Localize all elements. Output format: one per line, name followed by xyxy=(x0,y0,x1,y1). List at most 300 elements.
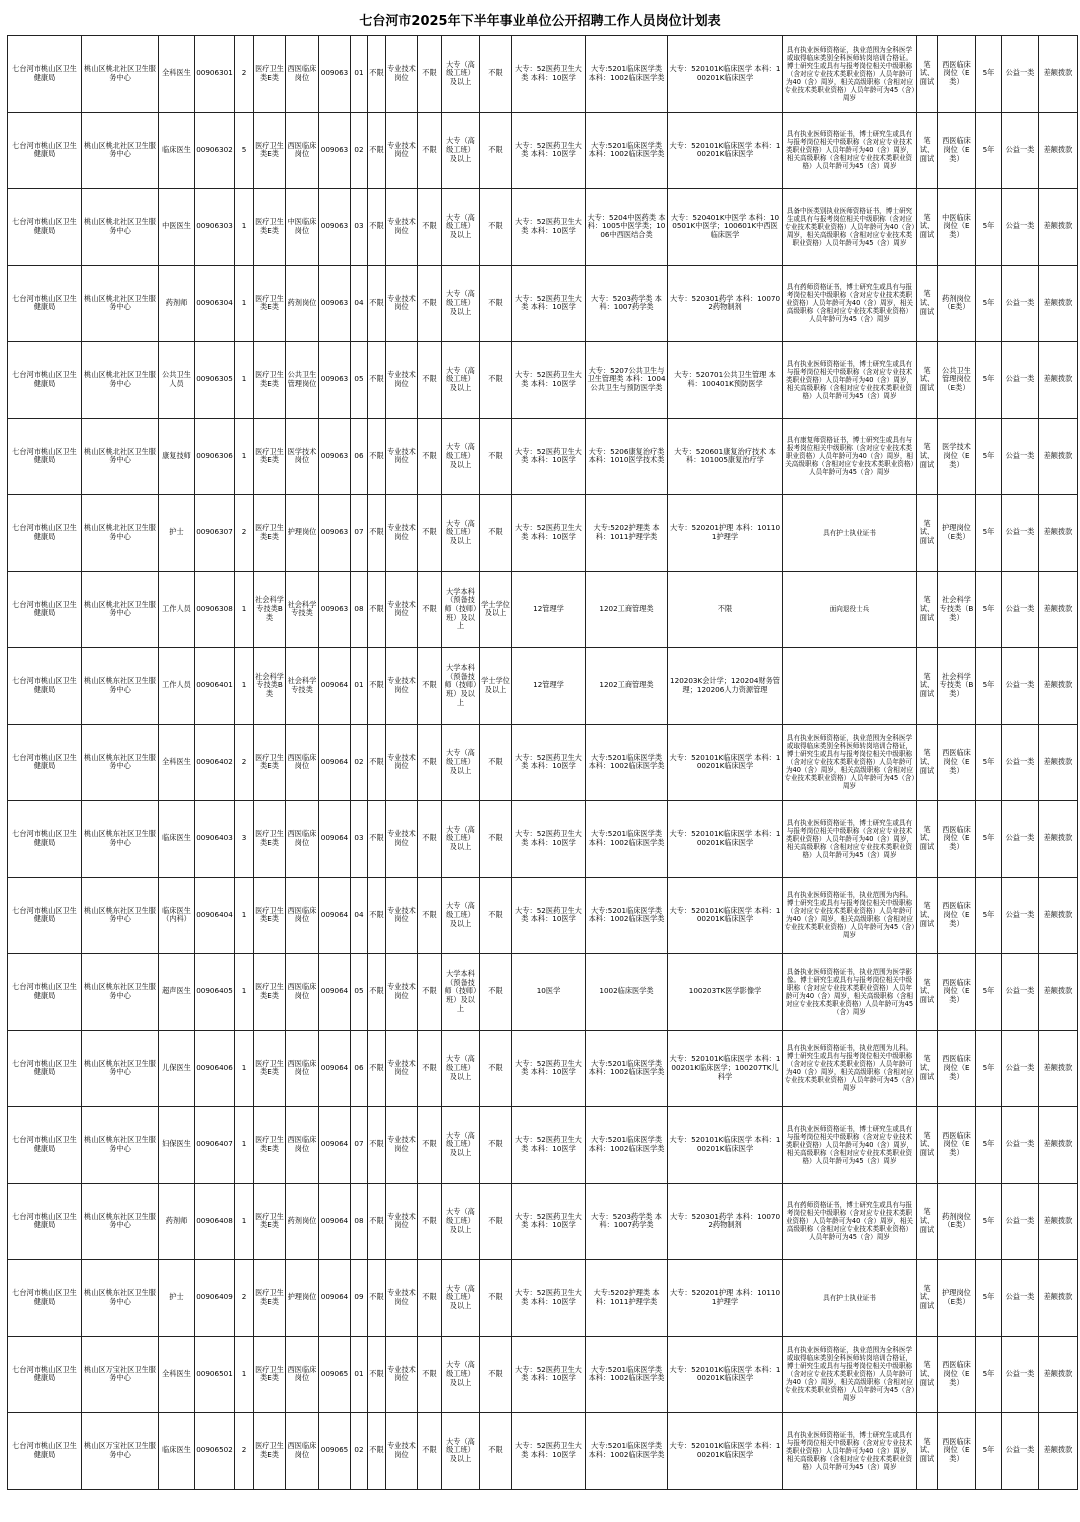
position-code-cell: 00906305 xyxy=(195,342,235,419)
exam-category-cell: 医学技术岗位（E类） xyxy=(938,418,976,495)
category-cell: 医疗卫生类E类 xyxy=(254,112,286,189)
major-cell: 大专：520701公共卫生管理 本科：100401K预防医学 xyxy=(668,342,783,419)
unit-type-cell: 公益一类 xyxy=(1002,1183,1039,1260)
major-category-cell: 大专：52医药卫生大类 本科：10医学 xyxy=(512,495,586,572)
requirement-cell: 具有执业医师资格证书，博士研究生或具有与报考岗位相关中级职称（含对应专业技术类职业资格）人员年龄可为40（含）周岁，相关高级职称（含相对应专业技术类职业资格）人员年龄可为45（含）周岁 xyxy=(783,1107,917,1184)
table-row xyxy=(8,954,1078,1031)
position-type-cell: 西医临床岗位 xyxy=(286,954,319,1031)
education-cell: 大专（高级工班）及以上 xyxy=(442,112,480,189)
exam-method-cell: 笔试、面试 xyxy=(917,265,938,342)
post-level-cell: 专业技术岗位 xyxy=(386,877,418,954)
seq-cell: 02 xyxy=(351,1413,368,1490)
education-cell: 大专（高级工班）及以上 xyxy=(442,1336,480,1413)
major-category-cell: 12管理学 xyxy=(512,571,586,648)
exam-method-cell: 笔试、面试 xyxy=(917,1030,938,1107)
category-cell: 医疗卫生类E类 xyxy=(254,495,286,572)
unit-type-cell: 公益一类 xyxy=(1002,954,1039,1031)
requirement-cell: 具有执业医师资格证，执业范围为全科医学或取得临床类别全科医师转岗培训合格证，博士研究生或具有与报考岗位相关中级职称（含对应专业技术类职业资格）人员年龄可为40（含）周岁，相关高级职称（含相对应专业技术类职业资格）人员年龄可为45（含）周岁 xyxy=(783,1336,917,1413)
position-type-cell: 西医临床岗位 xyxy=(286,1107,319,1184)
unit-type-cell: 公益一类 xyxy=(1002,648,1039,725)
service-years-cell: 5年 xyxy=(976,495,1002,572)
ethnicity-cell: 不限 xyxy=(418,1336,442,1413)
service-years-cell: 5年 xyxy=(976,1107,1002,1184)
count-cell: 1 xyxy=(235,877,254,954)
position-type-cell: 西医临床岗位 xyxy=(286,724,319,801)
post-level-cell: 专业技术岗位 xyxy=(386,1260,418,1337)
position-type-cell: 西医临床岗位 xyxy=(286,1336,319,1413)
unit-code-cell: 009064 xyxy=(319,648,351,725)
unit-type-cell: 公益一类 xyxy=(1002,801,1039,878)
exam-method-cell: 笔试、面试 xyxy=(917,36,938,113)
post-level-cell: 专业技术岗位 xyxy=(386,189,418,266)
position-code-cell: 00906502 xyxy=(195,1413,235,1490)
exam-method-cell: 笔试、面试 xyxy=(917,1107,938,1184)
gender-cell: 不限 xyxy=(368,724,386,801)
requirement-cell: 面向退役士兵 xyxy=(783,571,917,648)
service-years-cell: 5年 xyxy=(976,1413,1002,1490)
position-name-cell: 全科医生 xyxy=(159,724,195,801)
dept-cell: 七台河市桃山区卫生健康局 xyxy=(8,571,82,648)
position-type-cell: 西医临床岗位 xyxy=(286,801,319,878)
service-years-cell: 5年 xyxy=(976,189,1002,266)
dept-cell: 七台河市桃山区卫生健康局 xyxy=(8,1260,82,1337)
post-level-cell: 专业技术岗位 xyxy=(386,954,418,1031)
education-cell: 大专（高级工班）及以上 xyxy=(442,801,480,878)
requirement-cell: 具有护士执业证书 xyxy=(783,1260,917,1337)
unit-cell: 桃山区桃北社区卫生服务中心 xyxy=(82,112,159,189)
requirement-cell: 具有执业医师资格证，执业范围为全科医学或取得临床类别全科医师转岗培训合格证，博士研究生或具有与报考岗位相关中级职称（含对应专业技术类职业资格）人员年龄可为40（含）周岁，相关高级职称（含相对应专业技术类职业资格）人员年龄可为45（含）周岁 xyxy=(783,724,917,801)
post-level-cell: 专业技术岗位 xyxy=(386,418,418,495)
seq-cell: 03 xyxy=(351,801,368,878)
exam-method-cell: 笔试、面试 xyxy=(917,954,938,1031)
unit-cell: 桃山区万宝社区卫生服务中心 xyxy=(82,1413,159,1490)
gender-cell: 不限 xyxy=(368,36,386,113)
recruitment-table xyxy=(7,35,1078,1490)
unit-cell: 桃山区桃东社区卫生服务中心 xyxy=(82,1107,159,1184)
unit-code-cell: 009064 xyxy=(319,1030,351,1107)
gender-cell: 不限 xyxy=(368,1336,386,1413)
dept-cell: 七台河市桃山区卫生健康局 xyxy=(8,495,82,572)
exam-method-cell: 笔试、面试 xyxy=(917,1183,938,1260)
exam-category-cell: 西医临床岗位（E类） xyxy=(938,1336,976,1413)
post-level-cell: 专业技术岗位 xyxy=(386,648,418,725)
major-class-cell: 大专:5201临床医学类 本科：1002临床医学类 xyxy=(586,877,668,954)
dept-cell: 七台河市桃山区卫生健康局 xyxy=(8,648,82,725)
degree-cell: 不限 xyxy=(480,954,512,1031)
post-level-cell: 专业技术岗位 xyxy=(386,265,418,342)
seq-cell: 02 xyxy=(351,112,368,189)
post-level-cell: 专业技术岗位 xyxy=(386,1336,418,1413)
funding-cell: 差额拨款 xyxy=(1039,265,1078,342)
unit-type-cell: 公益一类 xyxy=(1002,112,1039,189)
education-cell: 大专（高级工班）及以上 xyxy=(442,1413,480,1490)
count-cell: 3 xyxy=(235,801,254,878)
unit-cell: 桃山区桃东社区卫生服务中心 xyxy=(82,954,159,1031)
position-name-cell: 全科医生 xyxy=(159,36,195,113)
major-category-cell: 大专：52医药卫生大类 本科：10医学 xyxy=(512,1030,586,1107)
ethnicity-cell: 不限 xyxy=(418,265,442,342)
major-category-cell: 大专：52医药卫生大类 本科：10医学 xyxy=(512,418,586,495)
table-row xyxy=(8,1260,1078,1337)
degree-cell: 不限 xyxy=(480,1030,512,1107)
dept-cell: 七台河市桃山区卫生健康局 xyxy=(8,1030,82,1107)
major-category-cell: 12管理学 xyxy=(512,648,586,725)
category-cell: 医疗卫生类E类 xyxy=(254,1336,286,1413)
unit-type-cell: 公益一类 xyxy=(1002,571,1039,648)
position-code-cell: 00906303 xyxy=(195,189,235,266)
position-type-cell: 药剂岗位 xyxy=(286,265,319,342)
table-row xyxy=(8,724,1078,801)
degree-cell: 不限 xyxy=(480,1260,512,1337)
requirement-cell: 具有执业医师资格证书，执业范围为内科。博士研究生或具有与报考岗位相关中级职称（含对应专业技术类职业资格）人员年龄可为40（含）周岁，相关高级职称（含相对应专业技术类职业资格）人员年龄可为45（含）周岁 xyxy=(783,877,917,954)
position-name-cell: 药剂师 xyxy=(159,265,195,342)
ethnicity-cell: 不限 xyxy=(418,1260,442,1337)
major-cell: 大专：520201护理 本科：101101护理学 xyxy=(668,1260,783,1337)
position-code-cell: 00906301 xyxy=(195,36,235,113)
unit-code-cell: 009063 xyxy=(319,112,351,189)
count-cell: 1 xyxy=(235,1336,254,1413)
funding-cell: 差额拨款 xyxy=(1039,648,1078,725)
post-level-cell: 专业技术岗位 xyxy=(386,724,418,801)
category-cell: 医疗卫生类E类 xyxy=(254,724,286,801)
education-cell: 大专（高级工班）及以上 xyxy=(442,1107,480,1184)
unit-type-cell: 公益一类 xyxy=(1002,418,1039,495)
major-category-cell: 大专：52医药卫生大类 本科：10医学 xyxy=(512,112,586,189)
table-row xyxy=(8,342,1078,419)
count-cell: 2 xyxy=(235,495,254,572)
funding-cell: 差额拨款 xyxy=(1039,1183,1078,1260)
major-class-cell: 大专:5201临床医学类 本科：1002临床医学类 xyxy=(586,1413,668,1490)
unit-code-cell: 009065 xyxy=(319,1336,351,1413)
requirement-cell: 具有执业医师资格证书，执业范围为儿科。博士研究生或具有与报考岗位相关中级职称（含对应专业技术类职业资格）人员年龄可为40（含）周岁，相关高级职称（含相对应专业技术类职业资格）人员年龄可为45（含）周岁 xyxy=(783,1030,917,1107)
position-name-cell: 中医医生 xyxy=(159,189,195,266)
requirement-cell: 具有药师资格证书，博士研究生或具有与报考岗位相关中级职称（含对应专业技术类职业资格）人员年龄可为40（含）周岁，相关高级职称（含相对应专业技术类职业资格）人员年龄可为45（含）周岁 xyxy=(783,265,917,342)
post-level-cell: 专业技术岗位 xyxy=(386,112,418,189)
exam-method-cell: 笔试、面试 xyxy=(917,342,938,419)
category-cell: 医疗卫生类E类 xyxy=(254,1413,286,1490)
major-class-cell: 1202工商管理类 xyxy=(586,571,668,648)
degree-cell: 不限 xyxy=(480,1413,512,1490)
major-cell: 大专：520101K临床医学 本科：100201K临床医学 xyxy=(668,1336,783,1413)
gender-cell: 不限 xyxy=(368,648,386,725)
category-cell: 医疗卫生类E类 xyxy=(254,342,286,419)
unit-code-cell: 009064 xyxy=(319,801,351,878)
seq-cell: 07 xyxy=(351,1107,368,1184)
position-type-cell: 西医临床岗位 xyxy=(286,36,319,113)
table-row xyxy=(8,112,1078,189)
table-row xyxy=(8,1183,1078,1260)
exam-method-cell: 笔试、面试 xyxy=(917,648,938,725)
category-cell: 医疗卫生类E类 xyxy=(254,1030,286,1107)
dept-cell: 七台河市桃山区卫生健康局 xyxy=(8,1107,82,1184)
position-type-cell: 公共卫生管理岗位 xyxy=(286,342,319,419)
ethnicity-cell: 不限 xyxy=(418,1413,442,1490)
gender-cell: 不限 xyxy=(368,954,386,1031)
exam-method-cell: 笔试、面试 xyxy=(917,801,938,878)
funding-cell: 差额拨款 xyxy=(1039,954,1078,1031)
count-cell: 1 xyxy=(235,1107,254,1184)
education-cell: 大学本科（预备技师（技师）班）及以上 xyxy=(442,954,480,1031)
funding-cell: 差额拨款 xyxy=(1039,1413,1078,1490)
major-class-cell: 大专：5206康复治疗类 本科：1010医学技术类 xyxy=(586,418,668,495)
requirement-cell: 具有药师资格证书，博士研究生或具有与报考岗位相关中级职称（含对应专业技术类职业资格）人员年龄可为40（含）周岁，相关高级职称（含相对应专业技术类职业资格）人员年龄可为45（含）周岁 xyxy=(783,1183,917,1260)
funding-cell: 差额拨款 xyxy=(1039,877,1078,954)
ethnicity-cell: 不限 xyxy=(418,1107,442,1184)
table-row xyxy=(8,495,1078,572)
seq-cell: 03 xyxy=(351,189,368,266)
unit-code-cell: 009064 xyxy=(319,877,351,954)
unit-cell: 桃山区万宝社区卫生服务中心 xyxy=(82,1336,159,1413)
major-class-cell: 大专:5201临床医学类 本科：1002临床医学类 xyxy=(586,801,668,878)
unit-cell: 桃山区桃北社区卫生服务中心 xyxy=(82,571,159,648)
major-class-cell: 大专:5202护理类 本科：1011护理学类 xyxy=(586,495,668,572)
position-name-cell: 儿保医生 xyxy=(159,1030,195,1107)
seq-cell: 09 xyxy=(351,1260,368,1337)
exam-method-cell: 笔试、面试 xyxy=(917,189,938,266)
funding-cell: 差额拨款 xyxy=(1039,1336,1078,1413)
page-title: 七台河市2025年下半年事业单位公开招聘工作人员岗位计划表 xyxy=(359,14,721,29)
unit-type-cell: 公益一类 xyxy=(1002,265,1039,342)
seq-cell: 08 xyxy=(351,1183,368,1260)
exam-method-cell: 笔试、面试 xyxy=(917,1413,938,1490)
requirement-cell: 具有执业医师资格证书，博士研究生或具有与报考岗位相关中级职称（含对应专业技术类职业资格）人员年龄可为40（含）周岁，相关高级职称（含相对应专业技术类职业资格）人员年龄可为45（含）周岁 xyxy=(783,1413,917,1490)
exam-method-cell: 笔试、面试 xyxy=(917,1336,938,1413)
major-cell: 大专：520101K临床医学 本科：100201K临床医学 xyxy=(668,1413,783,1490)
count-cell: 1 xyxy=(235,954,254,1031)
ethnicity-cell: 不限 xyxy=(418,724,442,801)
degree-cell: 不限 xyxy=(480,36,512,113)
education-cell: 大专（高级工班）及以上 xyxy=(442,495,480,572)
major-class-cell: 大专:5201临床医学类 本科：1002临床医学类 xyxy=(586,1336,668,1413)
position-code-cell: 00906304 xyxy=(195,265,235,342)
dept-cell: 七台河市桃山区卫生健康局 xyxy=(8,36,82,113)
exam-category-cell: 西医临床岗位（E类） xyxy=(938,801,976,878)
unit-code-cell: 009064 xyxy=(319,1260,351,1337)
table-row xyxy=(8,36,1078,113)
major-cell: 大专：520601康复治疗技术 本科：101005康复治疗学 xyxy=(668,418,783,495)
unit-code-cell: 009065 xyxy=(319,1413,351,1490)
education-cell: 大专（高级工班）及以上 xyxy=(442,1183,480,1260)
table-row xyxy=(8,1336,1078,1413)
dept-cell: 七台河市桃山区卫生健康局 xyxy=(8,724,82,801)
exam-category-cell: 药剂岗位（E类） xyxy=(938,1183,976,1260)
ethnicity-cell: 不限 xyxy=(418,801,442,878)
unit-cell: 桃山区桃东社区卫生服务中心 xyxy=(82,648,159,725)
unit-cell: 桃山区桃东社区卫生服务中心 xyxy=(82,1183,159,1260)
ethnicity-cell: 不限 xyxy=(418,877,442,954)
service-years-cell: 5年 xyxy=(976,36,1002,113)
requirement-cell: 具备执业医师资格证书，执业范围为医学影像。博士研究生或具有与报考岗位相关中级职称（含对应专业技术类职业资格）人员年龄可为40（含）周岁，相关高级职称（含相对应专业技术类职业资格）人员年龄可为45（含）周岁 xyxy=(783,954,917,1031)
exam-category-cell: 药剂岗位（E类） xyxy=(938,265,976,342)
post-level-cell: 专业技术岗位 xyxy=(386,36,418,113)
funding-cell: 差额拨款 xyxy=(1039,495,1078,572)
service-years-cell: 5年 xyxy=(976,1183,1002,1260)
degree-cell: 不限 xyxy=(480,877,512,954)
unit-cell: 桃山区桃东社区卫生服务中心 xyxy=(82,1260,159,1337)
exam-method-cell: 笔试、面试 xyxy=(917,418,938,495)
degree-cell: 不限 xyxy=(480,801,512,878)
ethnicity-cell: 不限 xyxy=(418,418,442,495)
exam-method-cell: 笔试、面试 xyxy=(917,724,938,801)
ethnicity-cell: 不限 xyxy=(418,495,442,572)
unit-cell: 桃山区桃东社区卫生服务中心 xyxy=(82,724,159,801)
unit-type-cell: 公益一类 xyxy=(1002,189,1039,266)
funding-cell: 差额拨款 xyxy=(1039,36,1078,113)
category-cell: 医疗卫生类E类 xyxy=(254,36,286,113)
category-cell: 医疗卫生类E类 xyxy=(254,265,286,342)
major-cell: 大专：520101K临床医学 本科：100201K临床医学；100207TK儿科学 xyxy=(668,1030,783,1107)
unit-cell: 桃山区桃北社区卫生服务中心 xyxy=(82,265,159,342)
gender-cell: 不限 xyxy=(368,801,386,878)
count-cell: 5 xyxy=(235,112,254,189)
position-name-cell: 临床医生 xyxy=(159,1413,195,1490)
major-cell: 大专：520101K临床医学 本科：100201K临床医学 xyxy=(668,877,783,954)
ethnicity-cell: 不限 xyxy=(418,36,442,113)
count-cell: 2 xyxy=(235,1260,254,1337)
exam-method-cell: 笔试、面试 xyxy=(917,877,938,954)
dept-cell: 七台河市桃山区卫生健康局 xyxy=(8,877,82,954)
exam-category-cell: 西医临床岗位（E类） xyxy=(938,954,976,1031)
category-cell: 医疗卫生类E类 xyxy=(254,954,286,1031)
seq-cell: 06 xyxy=(351,1030,368,1107)
service-years-cell: 5年 xyxy=(976,877,1002,954)
post-level-cell: 专业技术岗位 xyxy=(386,1413,418,1490)
table-row xyxy=(8,418,1078,495)
funding-cell: 差额拨款 xyxy=(1039,571,1078,648)
requirement-cell: 具有执业医师资格证书，博士研究生或具有与报考岗位相关中级职称（含对应专业技术类职业资格）人员年龄可为40（含）周岁，相关高级职称（含相对应专业技术类职业资格）人员年龄可为45（含）周岁 xyxy=(783,112,917,189)
education-cell: 大专（高级工班）及以上 xyxy=(442,36,480,113)
dept-cell: 七台河市桃山区卫生健康局 xyxy=(8,189,82,266)
exam-category-cell: 中医临床岗位（E类） xyxy=(938,189,976,266)
requirement-cell: 具备中医类别执业医师资格证书，博士研究生或具有与报考岗位相关中级职称（含对应专业技术类职业资格）人员年龄可为40（含）周岁，相关高级职称（含相对应专业技术类职业资格）人员年龄可为45（含）周岁 xyxy=(783,189,917,266)
major-class-cell: 大专:5201临床医学类 本科：1002临床医学类 xyxy=(586,112,668,189)
service-years-cell: 5年 xyxy=(976,954,1002,1031)
unit-code-cell: 009064 xyxy=(319,1183,351,1260)
ethnicity-cell: 不限 xyxy=(418,648,442,725)
seq-cell: 01 xyxy=(351,1336,368,1413)
gender-cell: 不限 xyxy=(368,189,386,266)
education-cell: 大专（高级工班）及以上 xyxy=(442,342,480,419)
table-row xyxy=(8,189,1078,266)
requirement-cell xyxy=(783,648,917,725)
funding-cell: 差额拨款 xyxy=(1039,1107,1078,1184)
position-name-cell: 护士 xyxy=(159,495,195,572)
service-years-cell: 5年 xyxy=(976,801,1002,878)
major-category-cell: 大专：52医药卫生大类 本科：10医学 xyxy=(512,1413,586,1490)
major-class-cell: 大专：5207公共卫生与卫生管理类 本科：1004公共卫生与预防医学类 xyxy=(586,342,668,419)
ethnicity-cell: 不限 xyxy=(418,342,442,419)
requirement-cell: 具有护士执业证书 xyxy=(783,495,917,572)
count-cell: 1 xyxy=(235,418,254,495)
position-code-cell: 00906409 xyxy=(195,1260,235,1337)
unit-type-cell: 公益一类 xyxy=(1002,495,1039,572)
exam-category-cell: 护理岗位（E类） xyxy=(938,1260,976,1337)
degree-cell: 学士学位及以上 xyxy=(480,648,512,725)
count-cell: 2 xyxy=(235,724,254,801)
count-cell: 1 xyxy=(235,648,254,725)
funding-cell: 差额拨款 xyxy=(1039,342,1078,419)
position-name-cell: 全科医生 xyxy=(159,1336,195,1413)
position-name-cell: 临床医生（内科） xyxy=(159,877,195,954)
major-cell: 大专：520101K临床医学 本科：100201K临床医学 xyxy=(668,801,783,878)
post-level-cell: 专业技术岗位 xyxy=(386,495,418,572)
exam-category-cell: 西医临床岗位（E类） xyxy=(938,1030,976,1107)
gender-cell: 不限 xyxy=(368,342,386,419)
unit-code-cell: 009064 xyxy=(319,724,351,801)
major-category-cell: 大专：52医药卫生大类 本科：10医学 xyxy=(512,724,586,801)
unit-code-cell: 009063 xyxy=(319,418,351,495)
degree-cell: 学士学位及以上 xyxy=(480,571,512,648)
dept-cell: 七台河市桃山区卫生健康局 xyxy=(8,1336,82,1413)
service-years-cell: 5年 xyxy=(976,418,1002,495)
category-cell: 社会科学专技类B类 xyxy=(254,648,286,725)
degree-cell: 不限 xyxy=(480,1336,512,1413)
category-cell: 医疗卫生类E类 xyxy=(254,1260,286,1337)
major-class-cell: 大专：5203药学类 本科：1007药学类 xyxy=(586,1183,668,1260)
unit-cell: 桃山区桃北社区卫生服务中心 xyxy=(82,36,159,113)
degree-cell: 不限 xyxy=(480,1183,512,1260)
position-code-cell: 00906501 xyxy=(195,1336,235,1413)
position-type-cell: 药剂岗位 xyxy=(286,1183,319,1260)
position-code-cell: 00906404 xyxy=(195,877,235,954)
post-level-cell: 专业技术岗位 xyxy=(386,1030,418,1107)
position-name-cell: 公共卫生人员 xyxy=(159,342,195,419)
position-type-cell: 西医临床岗位 xyxy=(286,112,319,189)
position-name-cell: 临床医生 xyxy=(159,801,195,878)
major-cell: 大专：520301药学 本科：100702药物制剂 xyxy=(668,1183,783,1260)
position-type-cell: 护理岗位 xyxy=(286,495,319,572)
position-name-cell: 超声医生 xyxy=(159,954,195,1031)
major-cell: 大专：520401K中医学 本科：100501K中医学；100601K中西医临床医学 xyxy=(668,189,783,266)
degree-cell: 不限 xyxy=(480,265,512,342)
major-class-cell: 大专:5201临床医学类 本科：1002临床医学类 xyxy=(586,36,668,113)
service-years-cell: 5年 xyxy=(976,112,1002,189)
position-code-cell: 00906407 xyxy=(195,1107,235,1184)
major-category-cell: 大专：52医药卫生大类 本科：10医学 xyxy=(512,801,586,878)
degree-cell: 不限 xyxy=(480,1107,512,1184)
position-type-cell: 中医临床岗位 xyxy=(286,189,319,266)
position-code-cell: 00906406 xyxy=(195,1030,235,1107)
seq-cell: 04 xyxy=(351,877,368,954)
table-row xyxy=(8,648,1078,725)
gender-cell: 不限 xyxy=(368,418,386,495)
seq-cell: 05 xyxy=(351,954,368,1031)
seq-cell: 01 xyxy=(351,36,368,113)
table-row xyxy=(8,1413,1078,1490)
dept-cell: 七台河市桃山区卫生健康局 xyxy=(8,342,82,419)
position-code-cell: 00906302 xyxy=(195,112,235,189)
dept-cell: 七台河市桃山区卫生健康局 xyxy=(8,954,82,1031)
position-code-cell: 00906307 xyxy=(195,495,235,572)
table-row xyxy=(8,877,1078,954)
degree-cell: 不限 xyxy=(480,112,512,189)
major-class-cell: 1002临床医学类 xyxy=(586,954,668,1031)
exam-category-cell: 社会科学专技类（B类） xyxy=(938,648,976,725)
unit-type-cell: 公益一类 xyxy=(1002,1413,1039,1490)
gender-cell: 不限 xyxy=(368,1183,386,1260)
gender-cell: 不限 xyxy=(368,1413,386,1490)
gender-cell: 不限 xyxy=(368,877,386,954)
exam-category-cell: 西医临床岗位（E类） xyxy=(938,1413,976,1490)
exam-category-cell: 社会科学专技类（B类） xyxy=(938,571,976,648)
degree-cell: 不限 xyxy=(480,342,512,419)
major-class-cell: 大专:5201临床医学类 本科：1002临床医学类 xyxy=(586,1030,668,1107)
post-level-cell: 专业技术岗位 xyxy=(386,571,418,648)
exam-category-cell: 西医临床岗位（E类） xyxy=(938,36,976,113)
seq-cell: 05 xyxy=(351,342,368,419)
education-cell: 大专（高级工班）及以上 xyxy=(442,265,480,342)
unit-cell: 桃山区桃东社区卫生服务中心 xyxy=(82,877,159,954)
